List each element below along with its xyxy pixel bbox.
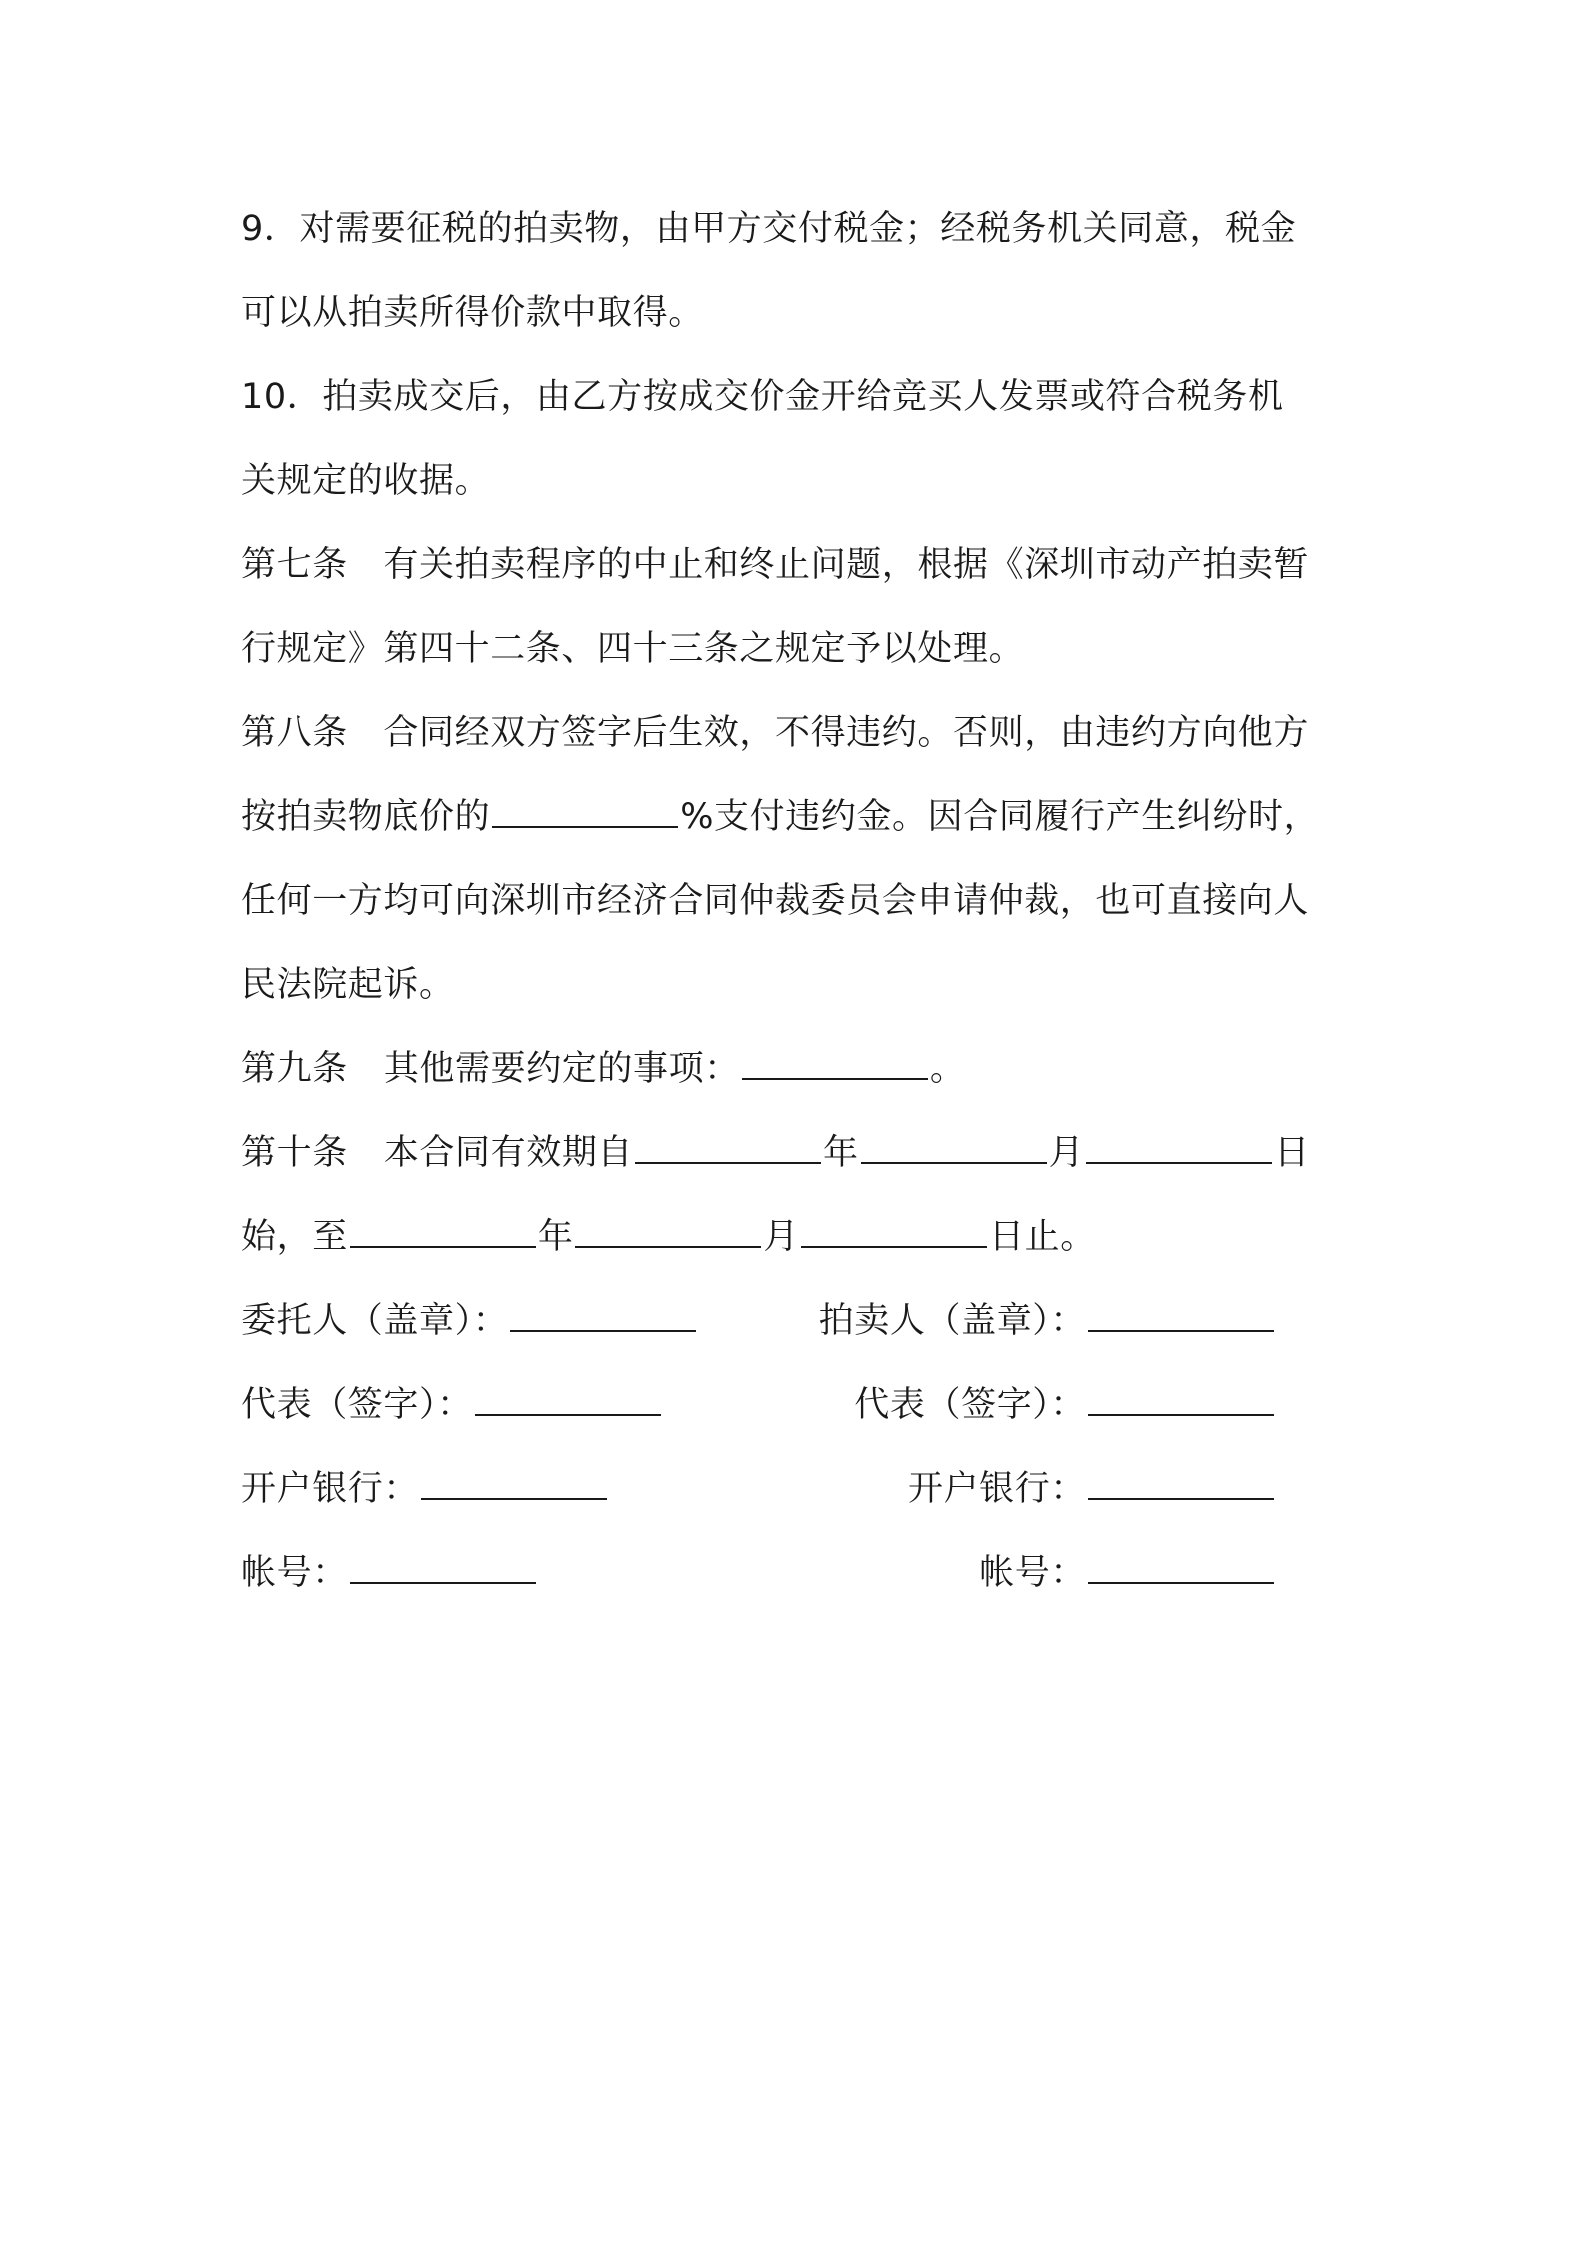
consignor-representative-label: 代表（签字）： bbox=[241, 1385, 473, 1425]
other-matters-blank[interactable] bbox=[742, 1048, 928, 1080]
signature-row-seal bbox=[241, 1299, 1276, 1343]
clause-9-line-1: 9．对需要征税的拍卖物，由甲方交付税金；经税务机关同意，税金 bbox=[241, 209, 1297, 249]
article-8-line-2 bbox=[241, 795, 1319, 839]
article-9-end: 。 bbox=[929, 1049, 966, 1089]
auctioneer-representative-field bbox=[854, 1383, 1276, 1427]
article-10-line-1 bbox=[241, 1131, 1310, 1175]
consignor-seal-field bbox=[241, 1299, 698, 1343]
consignor-bank-field bbox=[241, 1467, 609, 1511]
end-month-blank[interactable] bbox=[575, 1216, 761, 1248]
month-label: 月 bbox=[763, 1217, 800, 1257]
article-10-until-text: 始，至 bbox=[241, 1217, 348, 1257]
article-8-penalty-text: 按拍卖物底价的 bbox=[241, 797, 491, 837]
auctioneer-account-blank[interactable] bbox=[1088, 1552, 1274, 1584]
article-9-text: 其他需要约定的事项： bbox=[383, 1049, 740, 1089]
consignor-bank-blank[interactable] bbox=[421, 1468, 607, 1500]
article-8-penalty-tail: %支付违约金。因合同履行产生纠纷时， bbox=[680, 797, 1320, 837]
penalty-percent-blank[interactable] bbox=[492, 796, 678, 828]
consignor-bank-label: 开户银行： bbox=[241, 1469, 420, 1509]
month-label: 月 bbox=[1048, 1133, 1085, 1173]
start-year-blank[interactable] bbox=[635, 1132, 821, 1164]
article-10-line-2 bbox=[241, 1215, 1096, 1259]
consignor-account-label: 帐号： bbox=[241, 1553, 348, 1593]
consignor-seal-blank[interactable] bbox=[510, 1300, 696, 1332]
start-month-blank[interactable] bbox=[861, 1132, 1047, 1164]
article-10-text: 本合同有效期自 bbox=[383, 1133, 634, 1173]
clause-10-line-2: 关规定的收据。 bbox=[241, 461, 491, 501]
signature-row-account bbox=[241, 1551, 1276, 1595]
consignor-account-field bbox=[241, 1551, 538, 1595]
article-7-line-2: 行规定》第四十二条、四十三条之规定予以处理。 bbox=[241, 629, 1025, 669]
article-8-line-3: 任何一方均可向深圳市经济合同仲裁委员会申请仲裁，也可直接向人 bbox=[241, 881, 1310, 921]
auctioneer-account-label: 帐号： bbox=[979, 1553, 1086, 1593]
article-9-label: 第九条 bbox=[241, 1049, 348, 1089]
end-day-blank[interactable] bbox=[801, 1216, 987, 1248]
auctioneer-seal-label: 拍卖人（盖章）： bbox=[818, 1301, 1086, 1341]
signature-row-bank bbox=[241, 1467, 1276, 1511]
article-8-line-4: 民法院起诉。 bbox=[241, 965, 455, 1005]
year-label: 年 bbox=[537, 1217, 574, 1257]
auctioneer-bank-label: 开户银行： bbox=[907, 1469, 1086, 1509]
start-day-blank[interactable] bbox=[1086, 1132, 1272, 1164]
signature-row-representative bbox=[241, 1383, 1276, 1427]
article-9-line bbox=[241, 1047, 965, 1091]
article-7-line-1: 第七条 有关拍卖程序的中止和终止问题，根据《深圳市动产拍卖暂 bbox=[241, 545, 1310, 585]
end-year-blank[interactable] bbox=[350, 1216, 536, 1248]
auctioneer-bank-blank[interactable] bbox=[1088, 1468, 1274, 1500]
consignor-account-blank[interactable] bbox=[350, 1552, 536, 1584]
auctioneer-representative-label: 代表（签字）： bbox=[854, 1385, 1086, 1425]
clause-9-line-2: 可以从拍卖所得价款中取得。 bbox=[241, 293, 704, 333]
consignor-representative-field bbox=[241, 1383, 663, 1427]
auctioneer-seal-blank[interactable] bbox=[1088, 1300, 1274, 1332]
article-10-end: 日止。 bbox=[989, 1217, 1096, 1257]
auctioneer-representative-blank[interactable] bbox=[1088, 1384, 1274, 1416]
article-10-label: 第十条 bbox=[241, 1133, 348, 1173]
auctioneer-bank-field bbox=[908, 1467, 1276, 1511]
year-label: 年 bbox=[823, 1133, 859, 1173]
auctioneer-seal-field bbox=[819, 1299, 1276, 1343]
consignor-seal-label: 委托人（盖章）： bbox=[241, 1301, 509, 1341]
clause-10-line-1: 10．拍卖成交后，由乙方按成交价金开给竞买人发票或符合税务机 bbox=[241, 377, 1284, 417]
article-8-line-1: 第八条 合同经双方签字后生效，不得违约。否则，由违约方向他方 bbox=[241, 713, 1310, 753]
consignor-representative-blank[interactable] bbox=[475, 1384, 661, 1416]
auctioneer-account-field bbox=[979, 1551, 1276, 1595]
day-label: 日 bbox=[1274, 1133, 1310, 1173]
